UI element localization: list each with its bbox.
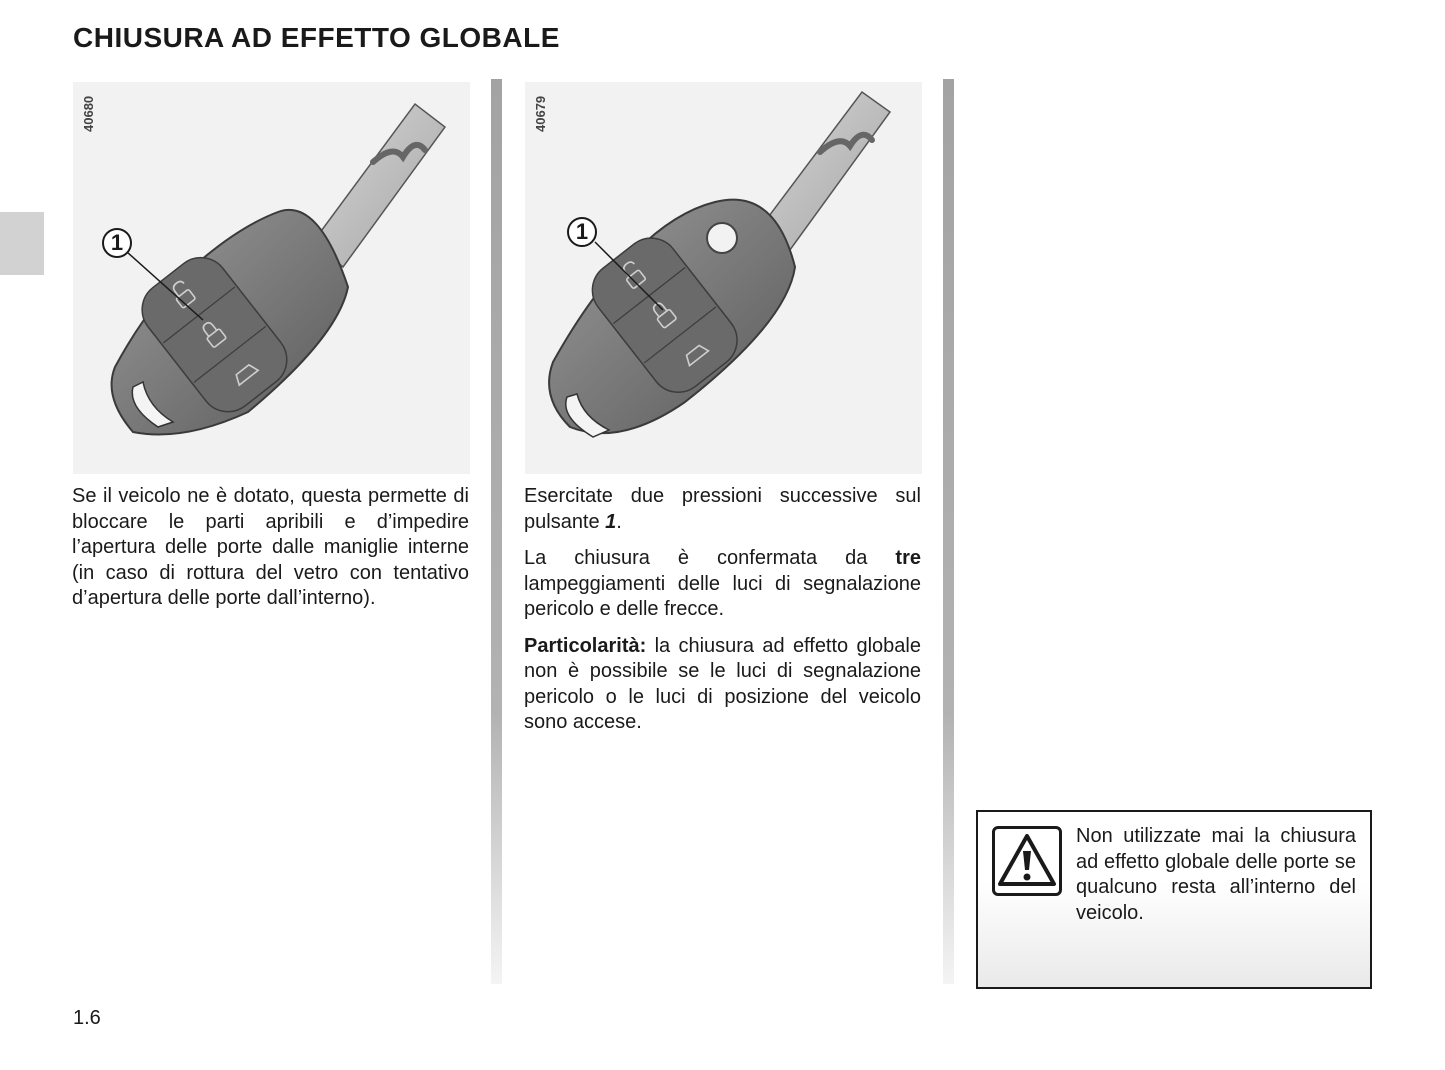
- paragraph: La chiusura è confermata da tre lampeggiamenti delle luci di segnalazione pericolo e delle frecce.: [524, 547, 921, 620]
- warning-triangle-icon: [992, 826, 1062, 896]
- figure-number: 40680: [81, 95, 96, 132]
- callout-1: 1: [567, 217, 597, 247]
- figure-key-remote-folding: [525, 82, 922, 474]
- column-1-text: [72, 484, 469, 623]
- callout-1: 1: [102, 228, 132, 258]
- emphasis: tre: [895, 547, 921, 569]
- key-blade: [313, 104, 445, 267]
- paragraph: Particolarità: la chiusura ad effetto globale non è possibile se le luci di segnalazione pericolo o le luci di posizione del veicolo sono accese.: [524, 634, 921, 733]
- warning-text: Non utilizzate mai la chiusura ad effetto globale delle porte se qualcuno resta all’interno del veicolo.: [1076, 825, 1356, 924]
- button-reference: 1: [605, 510, 617, 533]
- page-title: CHIUSURA AD EFFETTO GLOBALE: [73, 22, 560, 53]
- paragraph: Se il veicolo ne è dotato, questa permette di bloccare le parti apribili e d’impedire l’apertura delle porte dalle maniglie interne (in caso di rottura del vetro con tentativo d’apertura delle porte dall’interno).: [72, 485, 469, 609]
- page-number: 1.6: [73, 1007, 101, 1029]
- column-separator: [491, 79, 502, 984]
- warning-box: [976, 810, 1372, 989]
- key-fob-illustration: [525, 82, 922, 474]
- figure-number: 40679: [533, 95, 548, 132]
- figure-key-remote-fixed: [73, 82, 470, 474]
- note-label: Particolarità:: [524, 634, 647, 657]
- column-separator: [943, 79, 954, 984]
- paragraph: Esercitate due pressioni successive sul pulsante 1.: [524, 485, 921, 533]
- fold-release-button: [707, 223, 737, 253]
- key-fob-illustration: [73, 82, 470, 474]
- section-tab: [0, 212, 44, 275]
- column-2-text: [524, 484, 921, 747]
